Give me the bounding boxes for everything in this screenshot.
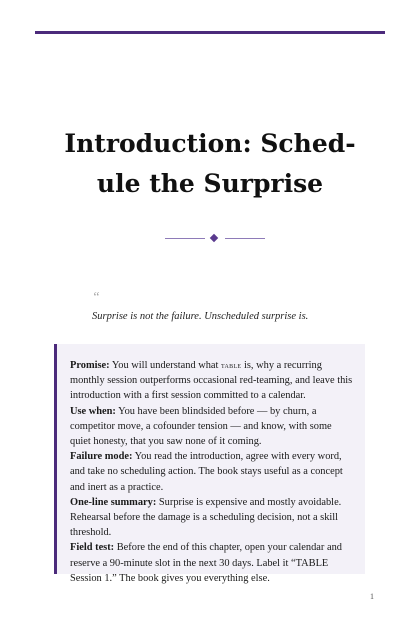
summary-label: One-line summary:	[70, 496, 157, 508]
chapter-title	[60, 124, 360, 204]
summary-text: Surprise is expensive and mostly avoidable. Rehearsal before the damage is a scheduling decision, not a skill threshold.	[70, 496, 342, 539]
title-ornament	[165, 233, 265, 243]
ornament-line-right	[225, 238, 265, 239]
top-rule	[35, 31, 385, 34]
promise-label: Promise:	[70, 360, 110, 371]
use-when-label: Use when:	[70, 405, 116, 417]
use-when-text: You have been blindsided before — by churn, a competitor move, a cofounder tension — and know, with some quiet honesty, that you saw none of it coming.	[70, 405, 332, 448]
field-test-label: Field test:	[70, 542, 115, 554]
chapter-title-line-2: ule the Surprise	[96, 169, 324, 198]
promise-text-before: You will understand what	[109, 360, 222, 371]
failure-mode-label: Failure mode:	[70, 451, 133, 463]
quote-mark-icon: “	[92, 290, 100, 305]
field-test-entry	[70, 540, 353, 586]
page-number: 1	[370, 592, 374, 601]
failure-mode-entry	[70, 449, 353, 495]
summary-entry	[70, 495, 353, 541]
failure-mode-text: You read the introduction, agree with every word, and take no scheduling action. The book stays useful as a concept and inert as a practice.	[70, 451, 343, 493]
ornament-line-left	[165, 238, 205, 239]
field-test-text: Before the end of this chapter, open your calendar and reserve a 90-minute slot in the next 30 days. Label it “TABLE Session 1.” The book gives you everything else.	[70, 542, 342, 584]
epigraph-text: Surprise is not the failure. Unscheduled surprise is.	[92, 311, 309, 322]
promise-entry	[70, 358, 353, 404]
chapter-title-line-1: Introduction: Sched-	[64, 129, 356, 158]
chapter-summary-callout	[54, 344, 365, 584]
promise-text-after: is, why a recurring monthly session outperforms occasional red-teaming, and leave this introduction with a first session committed to a calendar.	[70, 360, 353, 402]
diamond-icon	[210, 234, 218, 242]
promise-term: table	[221, 360, 242, 370]
use-when-entry	[70, 404, 353, 450]
